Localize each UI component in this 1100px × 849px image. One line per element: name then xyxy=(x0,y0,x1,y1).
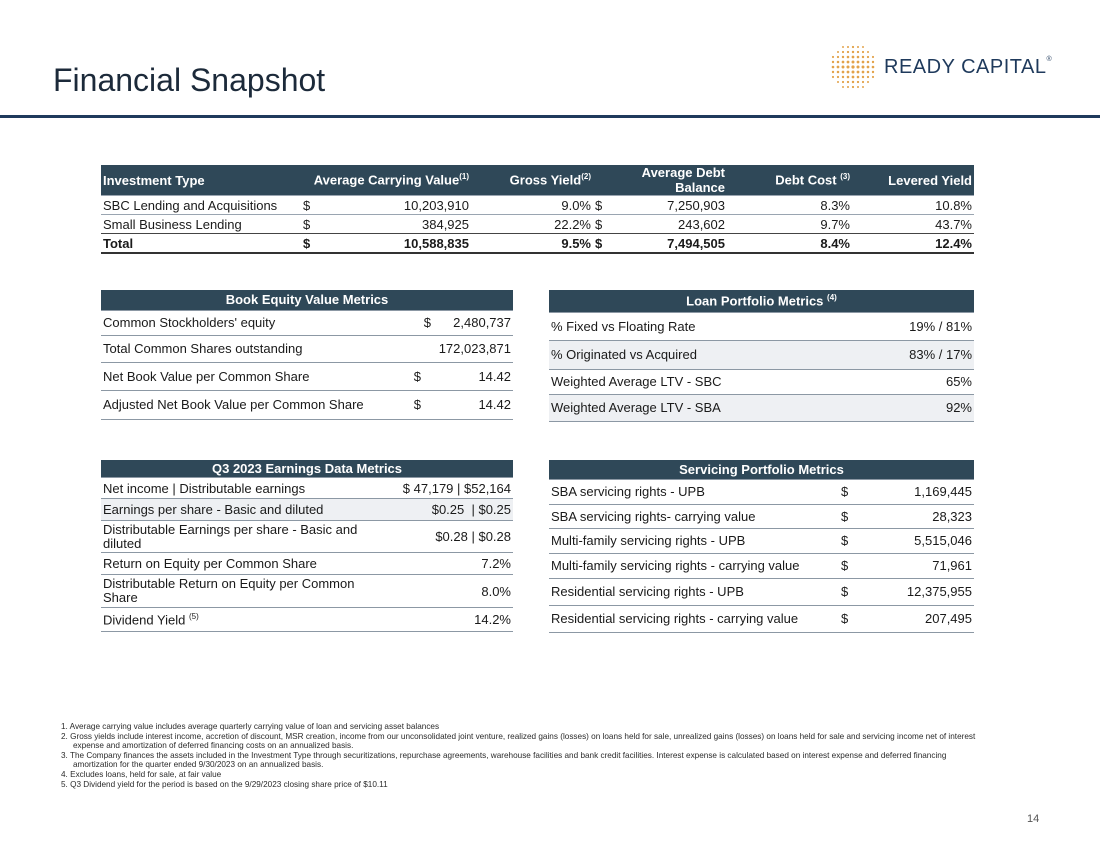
logo-dot xyxy=(857,61,860,64)
logo-dot xyxy=(847,81,849,83)
metric-value: 12,375,955 xyxy=(874,578,974,605)
table-row xyxy=(101,362,513,390)
investment-table xyxy=(101,165,974,254)
footnotes xyxy=(61,722,976,789)
logo-dot xyxy=(851,65,854,68)
metric-value: 14.42 xyxy=(433,362,513,390)
metric-label: SBA servicing rights - UPB xyxy=(549,479,839,504)
logo-dot xyxy=(837,61,840,64)
footnote-mark: (4) xyxy=(827,293,837,303)
logo-dot xyxy=(852,56,855,59)
investment-header-row xyxy=(101,165,974,196)
metric-currency: $ xyxy=(839,528,874,553)
logo-dot xyxy=(852,51,854,53)
logo-dot xyxy=(837,51,839,53)
table-row xyxy=(101,499,513,521)
cell-adb: 243,602 xyxy=(611,215,727,234)
metric-value: $0.25 | $0.25 xyxy=(385,499,513,521)
logo-dot xyxy=(862,51,864,53)
logo-dot xyxy=(842,86,844,88)
table-row xyxy=(549,394,974,421)
metric-value: 28,323 xyxy=(874,504,974,528)
logo-text xyxy=(884,56,1052,79)
table-row xyxy=(549,312,974,340)
logo-dot xyxy=(872,56,874,58)
cell-debt-cost: 9.7% xyxy=(727,215,852,234)
metric-value: 8.0% xyxy=(385,575,513,608)
logo-dot xyxy=(847,76,850,79)
logo-dot xyxy=(867,51,869,53)
logo-dot xyxy=(847,71,850,74)
loan-portfolio-title-text: Loan Portfolio Metrics xyxy=(686,293,824,309)
cell-debt-cost: 8.4% xyxy=(727,234,852,254)
logo-dot xyxy=(832,66,835,69)
logo-dot xyxy=(862,86,864,88)
logo-registered-mark: ® xyxy=(1046,55,1053,63)
metric-label: Distributable Return on Equity per Common Share xyxy=(101,575,385,608)
cell-adb: 7,250,903 xyxy=(611,196,727,215)
logo-dot xyxy=(862,61,865,64)
table-row xyxy=(101,521,513,553)
cell-currency: $ xyxy=(301,215,319,234)
servicing-table xyxy=(549,460,974,633)
metric-label: Adjusted Net Book Value per Common Share xyxy=(101,390,411,419)
logo-dot xyxy=(837,66,840,69)
metric-value: 92% xyxy=(849,394,974,421)
metric-value: 14.2% xyxy=(385,608,513,632)
table-row xyxy=(549,578,974,605)
table-row xyxy=(549,553,974,578)
logo-dot xyxy=(872,71,874,73)
metric-currency: $ xyxy=(411,390,433,419)
logo-dot xyxy=(852,71,855,74)
logo-wordmark: READY CAPITAL xyxy=(884,55,1047,78)
logo-dot xyxy=(852,86,854,88)
logo-dot xyxy=(837,56,839,58)
total-row xyxy=(101,234,974,254)
table-row xyxy=(549,528,974,553)
logo-dot xyxy=(862,56,864,58)
metric-label: Total Common Shares outstanding xyxy=(101,335,411,362)
logo-dot xyxy=(842,61,845,64)
cell-type: Small Business Lending xyxy=(101,215,301,234)
logo-dot xyxy=(832,56,834,58)
loan-portfolio-title xyxy=(549,290,974,312)
cell-levered-yield: 10.8% xyxy=(852,196,974,215)
col-gy-label: Gross Yield xyxy=(509,172,582,188)
logo-dot xyxy=(847,56,850,59)
cell-acv: 384,925 xyxy=(319,215,471,234)
metric-currency: $ xyxy=(411,310,433,335)
table-row xyxy=(101,478,513,499)
footnote: 3. The Company finances the assets included in the Investment Type through securitizations, repurchase agreements, warehouse facilities and bank credit facilities. Interest expense is calculated based on interest expense and deferred financing amortization for the quarter ended 9/30/2023 on an annualized basis. xyxy=(61,750,947,770)
table-row xyxy=(549,369,974,394)
table-row xyxy=(549,479,974,504)
col-dc-label: Debt Cost xyxy=(775,172,837,188)
cell-acv: 10,203,910 xyxy=(319,196,471,215)
metric-currency: $ xyxy=(411,362,433,390)
metric-value: 71,961 xyxy=(874,553,974,578)
logo-dot xyxy=(842,56,844,58)
earnings-table xyxy=(101,460,513,632)
logo-dot xyxy=(837,76,839,78)
logo-dot xyxy=(862,46,864,48)
table-row xyxy=(101,553,513,575)
cell-adb: 7,494,505 xyxy=(611,234,727,254)
metric-label: Distributable Earnings per share - Basic and diluted xyxy=(101,521,385,553)
logo-dot xyxy=(847,86,849,88)
metric-value: 1,169,445 xyxy=(874,479,974,504)
logo-dot xyxy=(852,76,855,79)
logo-dot xyxy=(852,81,854,83)
cell-currency: $ xyxy=(301,196,319,215)
company-logo xyxy=(830,44,1052,90)
metric-currency: $ xyxy=(839,479,874,504)
loan-portfolio-table xyxy=(549,290,974,422)
cell-gross-yield: 22.2% xyxy=(471,215,593,234)
cell-gross-yield: 9.5% xyxy=(471,234,593,254)
logo-dot xyxy=(842,71,845,74)
footnote: 2. Gross yields include interest income, accretion of discount, MSR creation, income from our unconsolidated joint venture, realized gains (losses) on loans held for sale, unrealized gains (losses) on loans held for sale and servicing income net of interest expense and amortization of deferred financing costs on an annualized basis. xyxy=(61,731,976,751)
page-title: Financial Snapshot xyxy=(53,62,326,98)
logo-dot xyxy=(867,61,870,64)
metric-value: $ 47,179 | $52,164 xyxy=(385,478,513,499)
metric-currency: $ xyxy=(839,578,874,605)
page-number: 14 xyxy=(1027,813,1040,825)
logo-dot xyxy=(837,81,839,83)
book-equity-title: Book Equity Value Metrics xyxy=(101,290,513,310)
metric-currency: $ xyxy=(839,605,874,632)
logo-dot xyxy=(857,56,860,59)
col-investment-type: Investment Type xyxy=(101,165,301,196)
logo-dot xyxy=(856,65,859,68)
metric-value: 207,495 xyxy=(874,605,974,632)
cell-levered-yield: 12.4% xyxy=(852,234,974,254)
col-debt-cost xyxy=(727,165,852,196)
metric-label: Common Stockholders' equity xyxy=(101,310,411,335)
logo-dot xyxy=(857,86,859,88)
logo-dot xyxy=(857,51,859,53)
metric-value: 19% / 81% xyxy=(849,312,974,340)
logo-dot xyxy=(872,66,875,69)
footnote-mark: (5) xyxy=(189,611,199,621)
logo-dot xyxy=(867,81,869,83)
metric-label: Earnings per share - Basic and diluted xyxy=(101,499,385,521)
col-levered-yield: Levered Yield xyxy=(852,165,974,196)
logo-dot xyxy=(862,81,864,83)
metric-currency: $ xyxy=(839,504,874,528)
logo-dot xyxy=(857,81,859,83)
cell-type: Total xyxy=(101,234,301,254)
logo-dot xyxy=(872,61,874,63)
metric-label: Residential servicing rights - carrying value xyxy=(549,605,839,632)
col-acv-label: Average Carrying Value xyxy=(313,172,460,188)
metric-label-text: Dividend Yield xyxy=(103,612,186,628)
cell-levered-yield: 43.7% xyxy=(852,215,974,234)
footnote: 4. Excludes loans, held for sale, at fair value xyxy=(61,769,222,779)
metric-label: % Originated vs Acquired xyxy=(549,340,849,369)
earnings-title: Q3 2023 Earnings Data Metrics xyxy=(101,460,513,478)
metric-label: Residential servicing rights - UPB xyxy=(549,578,839,605)
footnote: 1. Average carrying value includes average quarterly carrying value of loan and servicing asset balances xyxy=(61,722,440,731)
table-row xyxy=(101,608,513,632)
table-row xyxy=(101,390,513,419)
metric-label: Net income | Distributable earnings xyxy=(101,478,385,499)
logo-dot xyxy=(867,71,870,74)
col-average-carrying-value xyxy=(301,165,471,196)
logo-dot xyxy=(857,76,860,79)
table-row xyxy=(549,605,974,632)
logo-dot xyxy=(872,76,874,78)
cell-currency: $ xyxy=(593,215,611,234)
footnote: 5. Q3 Dividend yield for the period is based on the 9/29/2023 closing share price of $10.11 xyxy=(61,779,388,789)
table-row xyxy=(101,215,974,234)
metric-value: 172,023,871 xyxy=(433,335,513,362)
footnote-mark: (3) xyxy=(840,172,850,182)
metric-value: 65% xyxy=(849,369,974,394)
metric-label: Multi-family servicing rights - UPB xyxy=(549,528,839,553)
logo-dot xyxy=(847,51,849,53)
cell-currency: $ xyxy=(593,234,611,254)
logo-dot-grid-icon xyxy=(830,44,876,90)
logo-dot xyxy=(842,81,844,83)
metric-value: 14.42 xyxy=(433,390,513,419)
cell-type: SBC Lending and Acquisitions xyxy=(101,196,301,215)
metric-value: 2,480,737 xyxy=(433,310,513,335)
metric-label: Return on Equity per Common Share xyxy=(101,553,385,575)
logo-dot xyxy=(846,65,849,68)
book-equity-table xyxy=(101,290,513,420)
table-row xyxy=(549,504,974,528)
footnote-mark: (1) xyxy=(459,172,469,182)
logo-dot xyxy=(847,61,850,64)
metric-label: Net Book Value per Common Share xyxy=(101,362,411,390)
metric-value: 7.2% xyxy=(385,553,513,575)
col-average-debt-balance: Average Debt Balance xyxy=(593,165,727,196)
logo-dot xyxy=(862,71,865,74)
logo-dot xyxy=(867,66,870,69)
metric-value: $0.28 | $0.28 xyxy=(385,521,513,553)
cell-acv: 10,588,835 xyxy=(319,234,471,254)
logo-dot xyxy=(852,61,855,64)
cell-gross-yield: 9.0% xyxy=(471,196,593,215)
metric-value: 5,515,046 xyxy=(874,528,974,553)
cell-currency: $ xyxy=(301,234,319,254)
metric-label xyxy=(101,608,385,632)
logo-dot xyxy=(842,76,844,78)
metric-currency: $ xyxy=(839,553,874,578)
logo-dot xyxy=(837,71,840,74)
logo-dot xyxy=(867,56,869,58)
logo-dot xyxy=(832,76,834,78)
logo-dot xyxy=(857,71,860,74)
metric-label: % Fixed vs Floating Rate xyxy=(549,312,849,340)
footnote-mark: (2) xyxy=(581,172,591,182)
metric-label: SBA servicing rights- carrying value xyxy=(549,504,839,528)
logo-dot xyxy=(867,76,869,78)
col-gross-yield xyxy=(471,165,593,196)
logo-dot xyxy=(832,61,834,63)
logo-dot xyxy=(862,76,864,78)
logo-dot xyxy=(842,46,844,48)
table-row xyxy=(101,575,513,608)
table-row xyxy=(101,335,513,362)
metric-value: 83% / 17% xyxy=(849,340,974,369)
logo-dot xyxy=(852,46,854,48)
metric-label: Multi-family servicing rights - carrying value xyxy=(549,553,839,578)
metric-currency xyxy=(411,335,433,362)
logo-dot xyxy=(842,66,845,69)
logo-dot xyxy=(857,46,859,48)
metric-label: Weighted Average LTV - SBC xyxy=(549,369,849,394)
table-row xyxy=(549,340,974,369)
logo-dot xyxy=(862,66,865,69)
logo-dot xyxy=(842,51,844,53)
cell-currency: $ xyxy=(593,196,611,215)
metric-label: Weighted Average LTV - SBA xyxy=(549,394,849,421)
table-row xyxy=(101,196,974,215)
servicing-title: Servicing Portfolio Metrics xyxy=(549,460,974,479)
header-rule xyxy=(0,115,1100,118)
logo-dot xyxy=(832,71,834,73)
logo-dot xyxy=(847,46,849,48)
table-row xyxy=(101,310,513,335)
cell-debt-cost: 8.3% xyxy=(727,196,852,215)
